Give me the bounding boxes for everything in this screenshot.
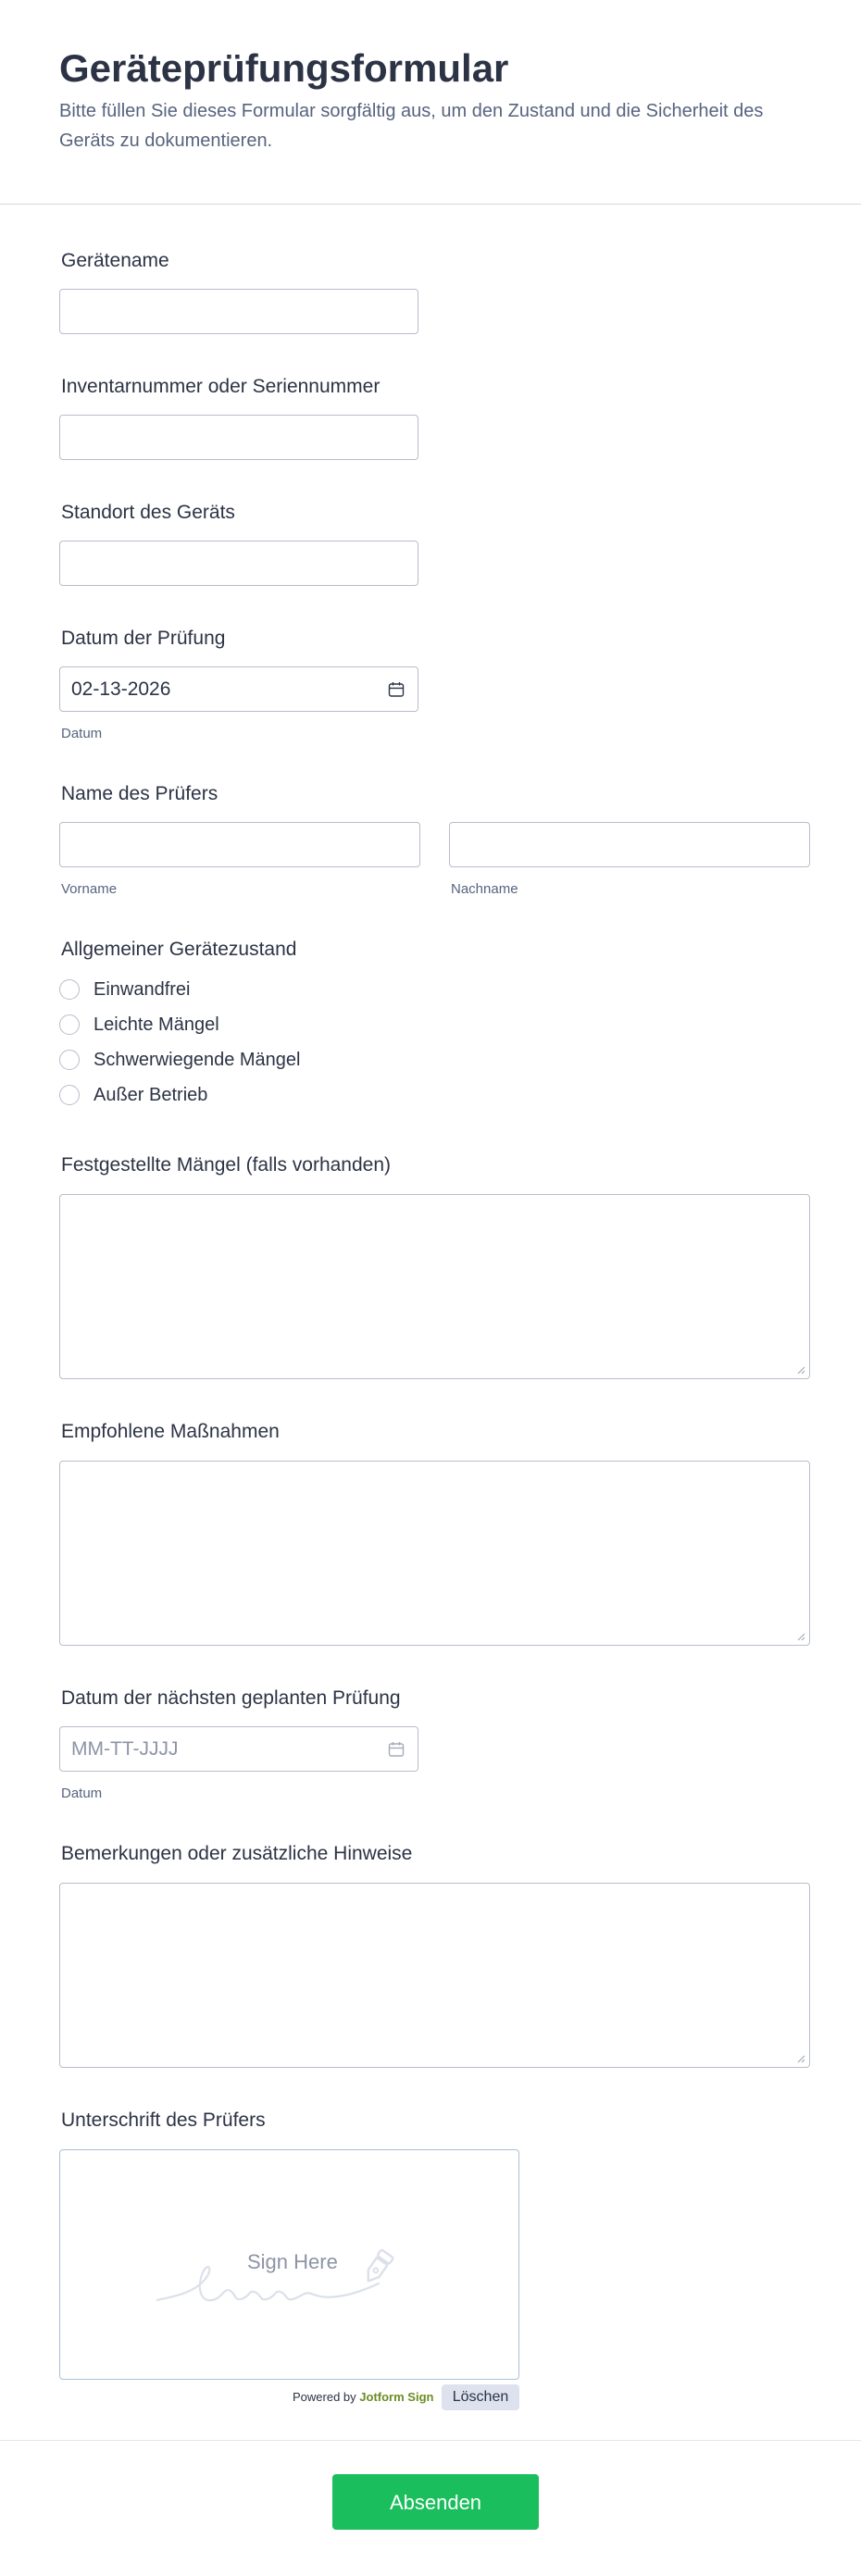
calendar-icon[interactable] [388, 1741, 405, 1758]
first-name-input[interactable] [59, 822, 420, 867]
last-name-sublabel: Nachname [451, 881, 518, 897]
radio-button[interactable] [59, 1050, 80, 1070]
last-name-input[interactable] [449, 822, 810, 867]
location-label: Standort des Geräts [61, 502, 235, 523]
next-date-placeholder: MM-TT-JJJJ [71, 1738, 179, 1760]
submit-button[interactable]: Absenden [332, 2474, 539, 2530]
form-header [0, 0, 861, 205]
jotform-sign-brand: Jotform Sign [359, 2390, 434, 2404]
device-name-label: Gerätename [61, 250, 169, 271]
inspection-date-label: Datum der Prüfung [61, 628, 226, 649]
radio-button[interactable] [59, 1014, 80, 1035]
inspector-name-label: Name des Prüfers [61, 783, 218, 804]
next-date-sublabel: Datum [61, 1786, 103, 1801]
inventory-number-input[interactable] [59, 415, 418, 460]
signature-placeholder: Sign Here [247, 2250, 338, 2273]
clear-signature-button[interactable]: Löschen [442, 2384, 519, 2410]
resize-grip-icon[interactable] [796, 1365, 805, 1375]
next-date-input[interactable] [59, 1726, 418, 1772]
defects-textarea[interactable] [59, 1194, 810, 1379]
measures-label: Empfohlene Maßnahmen [61, 1421, 280, 1442]
device-name-input[interactable] [59, 289, 418, 334]
condition-label: Allgemeiner Gerätezustand [61, 939, 297, 960]
inspection-date-input[interactable] [59, 666, 418, 712]
powered-by: Powered by Jotform Sign [293, 2390, 434, 2404]
footer-divider [0, 2440, 861, 2441]
remarks-textarea[interactable] [59, 1883, 810, 2068]
calendar-icon[interactable] [388, 681, 405, 698]
defects-label: Festgestellte Mängel (falls vorhanden) [61, 1154, 392, 1176]
location-input[interactable] [59, 541, 418, 586]
remarks-label: Bemerkungen oder zusätzliche Hinweise [61, 1843, 413, 1864]
resize-grip-icon[interactable] [796, 1632, 805, 1641]
page-title: Geräteprüfungsformular [59, 46, 509, 90]
page-subtitle: Bitte füllen Sie dieses Formular sorgfältig aus, um den Zustand und die Sicherheit des Geräts zu dokumentieren. [59, 101, 764, 151]
radio-button[interactable] [59, 1085, 80, 1105]
inventory-number-label: Inventarnummer oder Seriennummer [61, 376, 381, 397]
inspection-date-value: 02-13-2026 [71, 678, 171, 700]
inspection-date-sublabel: Datum [61, 726, 103, 741]
signature-pad[interactable] [59, 2149, 519, 2380]
first-name-sublabel: Vorname [61, 881, 118, 897]
measures-textarea[interactable] [59, 1461, 810, 1646]
next-date-label: Datum der nächsten geplanten Prüfung [61, 1687, 401, 1709]
radio-button[interactable] [59, 979, 80, 1000]
signature-label: Unterschrift des Prüfers [61, 2109, 266, 2131]
resize-grip-icon[interactable] [796, 2054, 805, 2063]
